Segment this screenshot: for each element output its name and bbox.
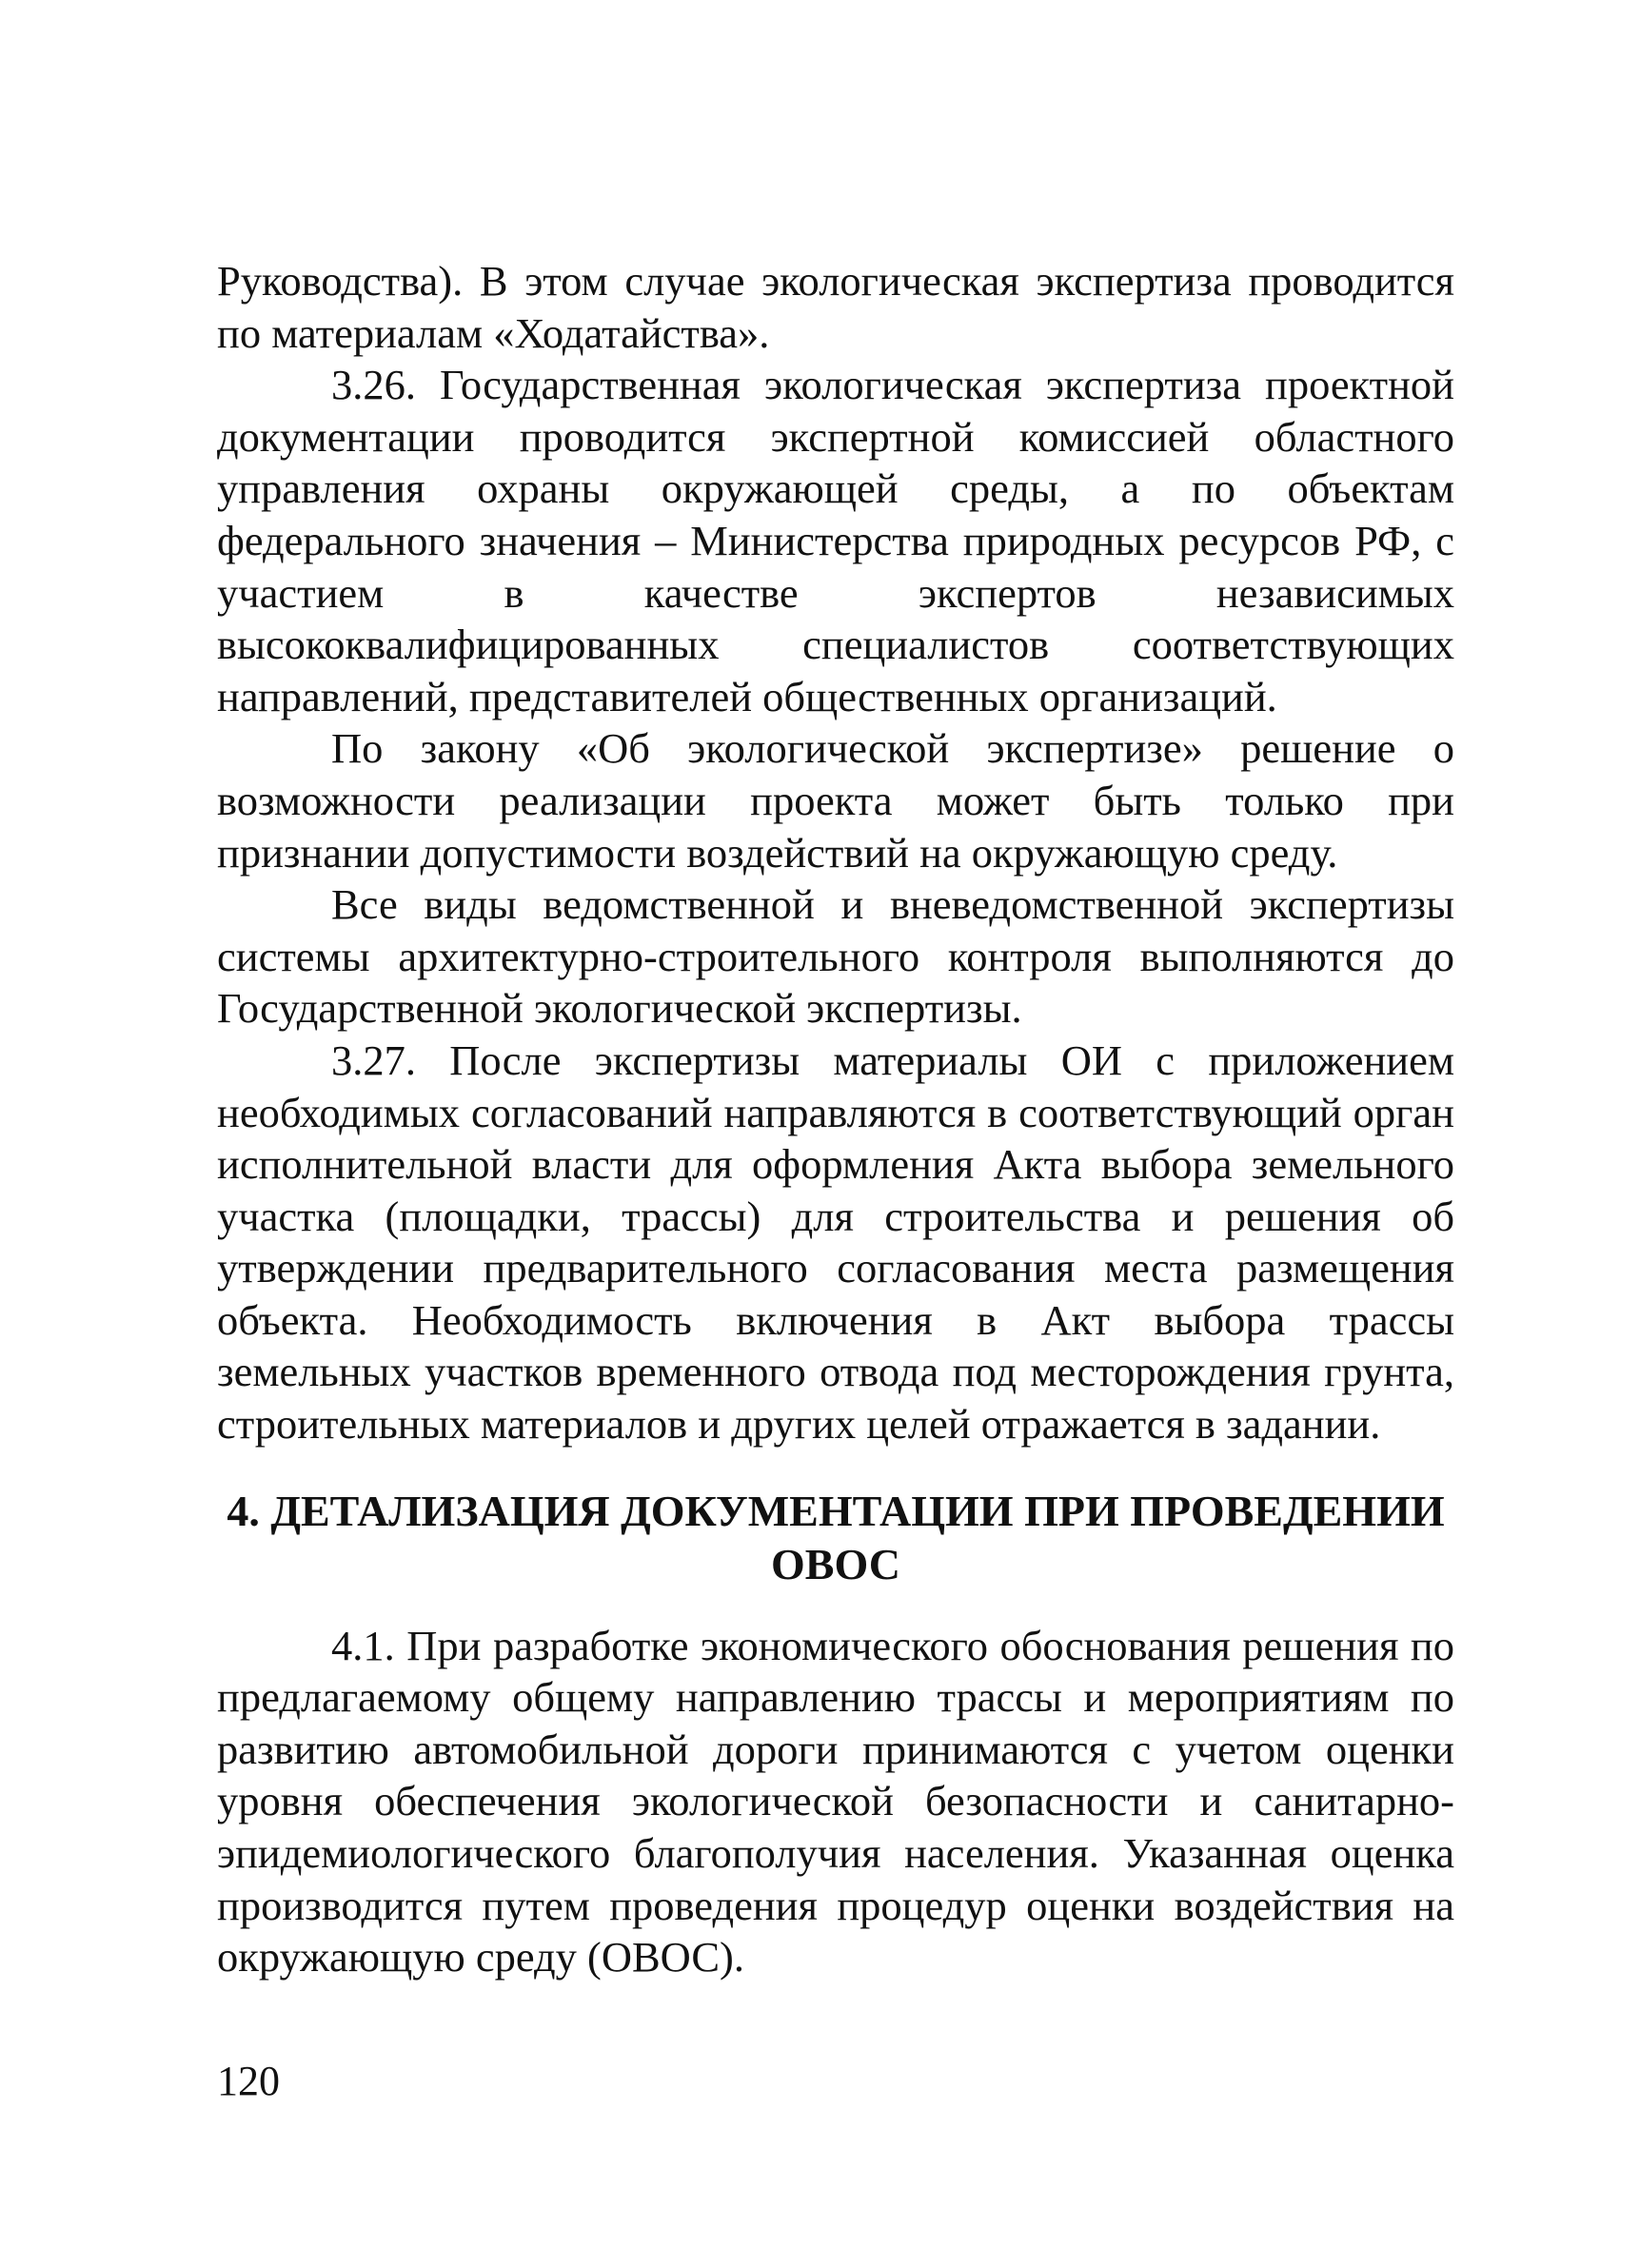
text-column bbox=[217, 255, 1454, 1983]
paragraph-law: По закону «Об экологической экспертизе» решение о возможности реализации проекта может быть только при признании допустимости воздействий на окружающую среду. bbox=[217, 724, 1454, 877]
section-heading: 4. ДЕТАЛИЗАЦИЯ ДОКУМЕНТАЦИИ ПРИ ПРОВЕДЕНИИ ОВОС bbox=[227, 1486, 1445, 1588]
paragraph-3-27: 3.27. После экспертизы материалы ОИ с приложением необходимых согласований направляются в соответствующий орган исполнительной власти для оформления Акта выбора земельного участка (площадки, трассы) для строительства и решения об утверждении предварительного согласования места размещения объекта. Необходимость включения в Акт выбора трассы земельных участков временного отвода под месторождения грунта, строительных материалов и других целей отражается в задании. bbox=[217, 1035, 1454, 1449]
paragraph-continuation: Руководства). В этом случае экологическая экспертиза проводится по материалам «Ходатайства». bbox=[217, 257, 1454, 357]
paragraph-4-1: 4.1. При разработке экономического обоснования решения по предлагаемому общему направлению трассы и мероприятиям по развитию автомобильной дороги принимаются с учетом оценки уровня обеспечения экологической безопасности и санитарно-эпидемиологического благополучия населения. Указанная оценка производится путем проведения процедур оценки воздействия на окружающую среду (ОВОС). bbox=[217, 1621, 1454, 1982]
paragraph-expertise-types: Все виды ведомственной и вневедомственной экспертизы системы архитектурно-строительного контроля выполняются до Государственной экологической экспертизы. bbox=[217, 880, 1454, 1033]
paragraph-3-26: 3.26. Государственная экологическая экспертиза проектной документации проводится экспертной комиссией областного управления охраны окружающей среды, а по объектам федерального значения – Министерства природных ресурсов РФ, с участием в качестве экспертов независимых высококвалифицированных специалистов соответствующих направлений, представителей общественных организаций. bbox=[217, 361, 1454, 720]
page-number: 120 bbox=[217, 2058, 280, 2104]
